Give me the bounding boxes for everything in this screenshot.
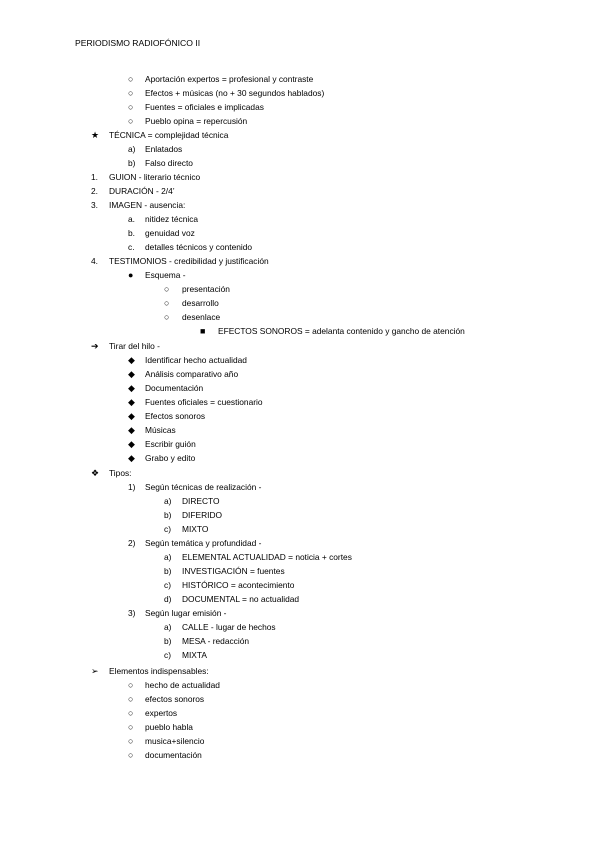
outline-item — [0, 509, 600, 521]
list-item-text: ELEMENTAL ACTUALIDAD = noticia + cortes — [182, 552, 352, 562]
outline-item — [0, 635, 600, 647]
list-item-text: Escribir guión — [145, 439, 196, 449]
list-marker: ◆ — [128, 453, 135, 463]
list-marker: ○ — [164, 312, 170, 322]
outline-item — [0, 340, 600, 352]
outline-item — [0, 354, 600, 366]
outline-item — [0, 452, 600, 464]
list-item-text: Falso directo — [145, 158, 193, 168]
list-item-text: IMAGEN - ausencia: — [109, 200, 186, 210]
outline-item — [0, 199, 600, 211]
list-marker: ○ — [164, 298, 170, 308]
list-marker: ○ — [128, 708, 134, 718]
list-marker: ➔ — [91, 341, 99, 351]
outline-item — [0, 73, 600, 85]
list-item-text: DIRECTO — [182, 496, 220, 506]
outline-item — [0, 665, 600, 677]
list-marker: d) — [164, 594, 172, 604]
list-marker: ● — [128, 270, 134, 280]
list-marker: 1) — [128, 482, 136, 492]
list-marker: b) — [164, 510, 172, 520]
list-item-text: MIXTO — [182, 524, 209, 534]
outline-item — [0, 297, 600, 309]
outline-item — [0, 396, 600, 408]
outline-item — [0, 269, 600, 281]
outline-item — [0, 749, 600, 761]
list-marker: ❖ — [91, 468, 100, 478]
list-marker: 2) — [128, 538, 136, 548]
list-marker: c) — [164, 650, 171, 660]
list-marker: 1. — [91, 172, 98, 182]
outline-item — [0, 115, 600, 127]
list-marker: b. — [128, 228, 135, 238]
outline-item — [0, 649, 600, 661]
list-marker: ○ — [128, 750, 134, 760]
outline-item — [0, 227, 600, 239]
outline-item — [0, 325, 600, 337]
outline-item — [0, 693, 600, 705]
list-marker: 4. — [91, 256, 98, 266]
outline-item — [0, 368, 600, 380]
list-marker: ○ — [128, 736, 134, 746]
list-item-text: Músicas — [145, 425, 176, 435]
list-marker: ◆ — [128, 439, 135, 449]
list-item-text: presentación — [182, 284, 230, 294]
outline-item — [0, 607, 600, 619]
list-marker: a) — [164, 552, 172, 562]
outline-item — [0, 707, 600, 719]
list-marker: ➢ — [91, 666, 99, 676]
outline-item — [0, 593, 600, 605]
list-item-text: Elementos indispensables: — [109, 666, 209, 676]
list-item-text: Análisis comparativo año — [145, 369, 239, 379]
list-item-text: Identificar hecho actualidad — [145, 355, 247, 365]
list-marker: 2. — [91, 186, 98, 196]
outline-item — [0, 481, 600, 493]
list-item-text: detalles técnicos y contenido — [145, 242, 253, 252]
list-marker: a. — [128, 214, 135, 224]
outline-item — [0, 143, 600, 155]
list-item-text: hecho de actualidad — [145, 680, 220, 690]
list-item-text: desarrollo — [182, 298, 219, 308]
outline-item — [0, 213, 600, 225]
list-item-text: GUION - literario técnico — [109, 172, 201, 182]
outline-item — [0, 241, 600, 253]
outline-item — [0, 87, 600, 99]
list-marker: ○ — [128, 680, 134, 690]
outline-item — [0, 579, 600, 591]
outline-item — [0, 171, 600, 183]
outline-item — [0, 185, 600, 197]
outline-item — [0, 679, 600, 691]
list-marker: a) — [164, 496, 172, 506]
outline-item — [0, 621, 600, 633]
list-item-text: Efectos + músicas (no + 30 segundos hablados) — [145, 88, 325, 98]
list-marker: ★ — [91, 130, 100, 140]
list-item-text: INVESTIGACIÓN = fuentes — [182, 566, 285, 576]
list-item-text: MESA - redacción — [182, 636, 250, 646]
list-item-text: desenlace — [182, 312, 221, 322]
list-marker: b) — [164, 566, 172, 576]
outline-item — [0, 537, 600, 549]
outline-item — [0, 735, 600, 747]
list-item-text: genuidad voz — [145, 228, 195, 238]
list-item-text: Aportación expertos = profesional y contraste — [145, 74, 314, 84]
list-marker: ○ — [128, 74, 134, 84]
list-item-text: Grabo y edito — [145, 453, 196, 463]
list-marker: ○ — [128, 694, 134, 704]
list-marker: 3. — [91, 200, 98, 210]
outline-item — [0, 157, 600, 169]
list-item-text: Tipos: — [109, 468, 132, 478]
outline-item — [0, 101, 600, 113]
outline-item — [0, 438, 600, 450]
list-marker: c) — [164, 580, 171, 590]
outline-item — [0, 565, 600, 577]
list-item-text: Según lugar emisión - — [145, 608, 227, 618]
list-item-text: Según técnicas de realización - — [145, 482, 262, 492]
list-marker: c. — [128, 242, 135, 252]
outline-item — [0, 551, 600, 563]
list-marker: ○ — [128, 722, 134, 732]
list-marker: ○ — [128, 116, 134, 126]
list-item-text: CALLE - lugar de hechos — [182, 622, 276, 632]
list-marker: ○ — [128, 102, 134, 112]
outline-item — [0, 129, 600, 141]
list-item-text: TÉCNICA = complejidad técnica — [109, 130, 229, 140]
outline-item — [0, 523, 600, 535]
list-item-text: pueblo habla — [145, 722, 193, 732]
outline-item — [0, 255, 600, 267]
list-marker: ■ — [200, 326, 206, 336]
list-item-text: MIXTA — [182, 650, 207, 660]
list-marker: ◆ — [128, 397, 135, 407]
list-item-text: Documentación — [145, 383, 204, 393]
list-marker: a) — [128, 144, 136, 154]
list-item-text: DIFERIDO — [182, 510, 223, 520]
list-item-text: TESTIMONIOS - credibilidad y justificación — [109, 256, 269, 266]
list-marker: ◆ — [128, 369, 135, 379]
list-item-text: Enlatados — [145, 144, 183, 154]
list-item-text: expertos — [145, 708, 178, 718]
list-marker: 3) — [128, 608, 136, 618]
list-item-text: Esquema - — [145, 270, 186, 280]
outline-item — [0, 382, 600, 394]
outline-item — [0, 467, 600, 479]
outline-item — [0, 424, 600, 436]
list-item-text: Tirar del hilo - — [109, 341, 160, 351]
list-marker: a) — [164, 622, 172, 632]
outline-item — [0, 721, 600, 733]
list-marker: b) — [164, 636, 172, 646]
list-item-text: Fuentes = oficiales e implicadas — [145, 102, 264, 112]
list-item-text: musica+silencio — [145, 736, 205, 746]
list-item-text: Fuentes oficiales = cuestionario — [145, 397, 263, 407]
list-item-text: Efectos sonoros — [145, 411, 206, 421]
list-item-text: Según temática y profundidad - — [145, 538, 262, 548]
outline-item — [0, 495, 600, 507]
list-item-text: EFECTOS SONOROS = adelanta contenido y gancho de atención — [218, 326, 465, 336]
outline-item — [0, 311, 600, 323]
list-item-text: efectos sonoros — [145, 694, 205, 704]
list-marker: c) — [164, 524, 171, 534]
list-item-text: nitidez técnica — [145, 214, 199, 224]
list-marker: ○ — [128, 88, 134, 98]
list-marker: ○ — [164, 284, 170, 294]
list-item-text: Pueblo opina = repercusión — [145, 116, 248, 126]
outline-item — [0, 410, 600, 422]
list-item-text: documentación — [145, 750, 202, 760]
list-marker: b) — [128, 158, 136, 168]
document-header: PERIODISMO RADIOFÓNICO II — [75, 38, 201, 48]
list-item-text: HISTÓRICO = acontecimiento — [182, 580, 295, 590]
list-marker: ◆ — [128, 355, 135, 365]
list-marker: ◆ — [128, 411, 135, 421]
list-marker: ◆ — [128, 383, 135, 393]
list-marker: ◆ — [128, 425, 135, 435]
outline-item — [0, 283, 600, 295]
list-item-text: DOCUMENTAL = no actualidad — [182, 594, 300, 604]
list-item-text: DURACIÓN - 2/4’ — [109, 186, 175, 196]
